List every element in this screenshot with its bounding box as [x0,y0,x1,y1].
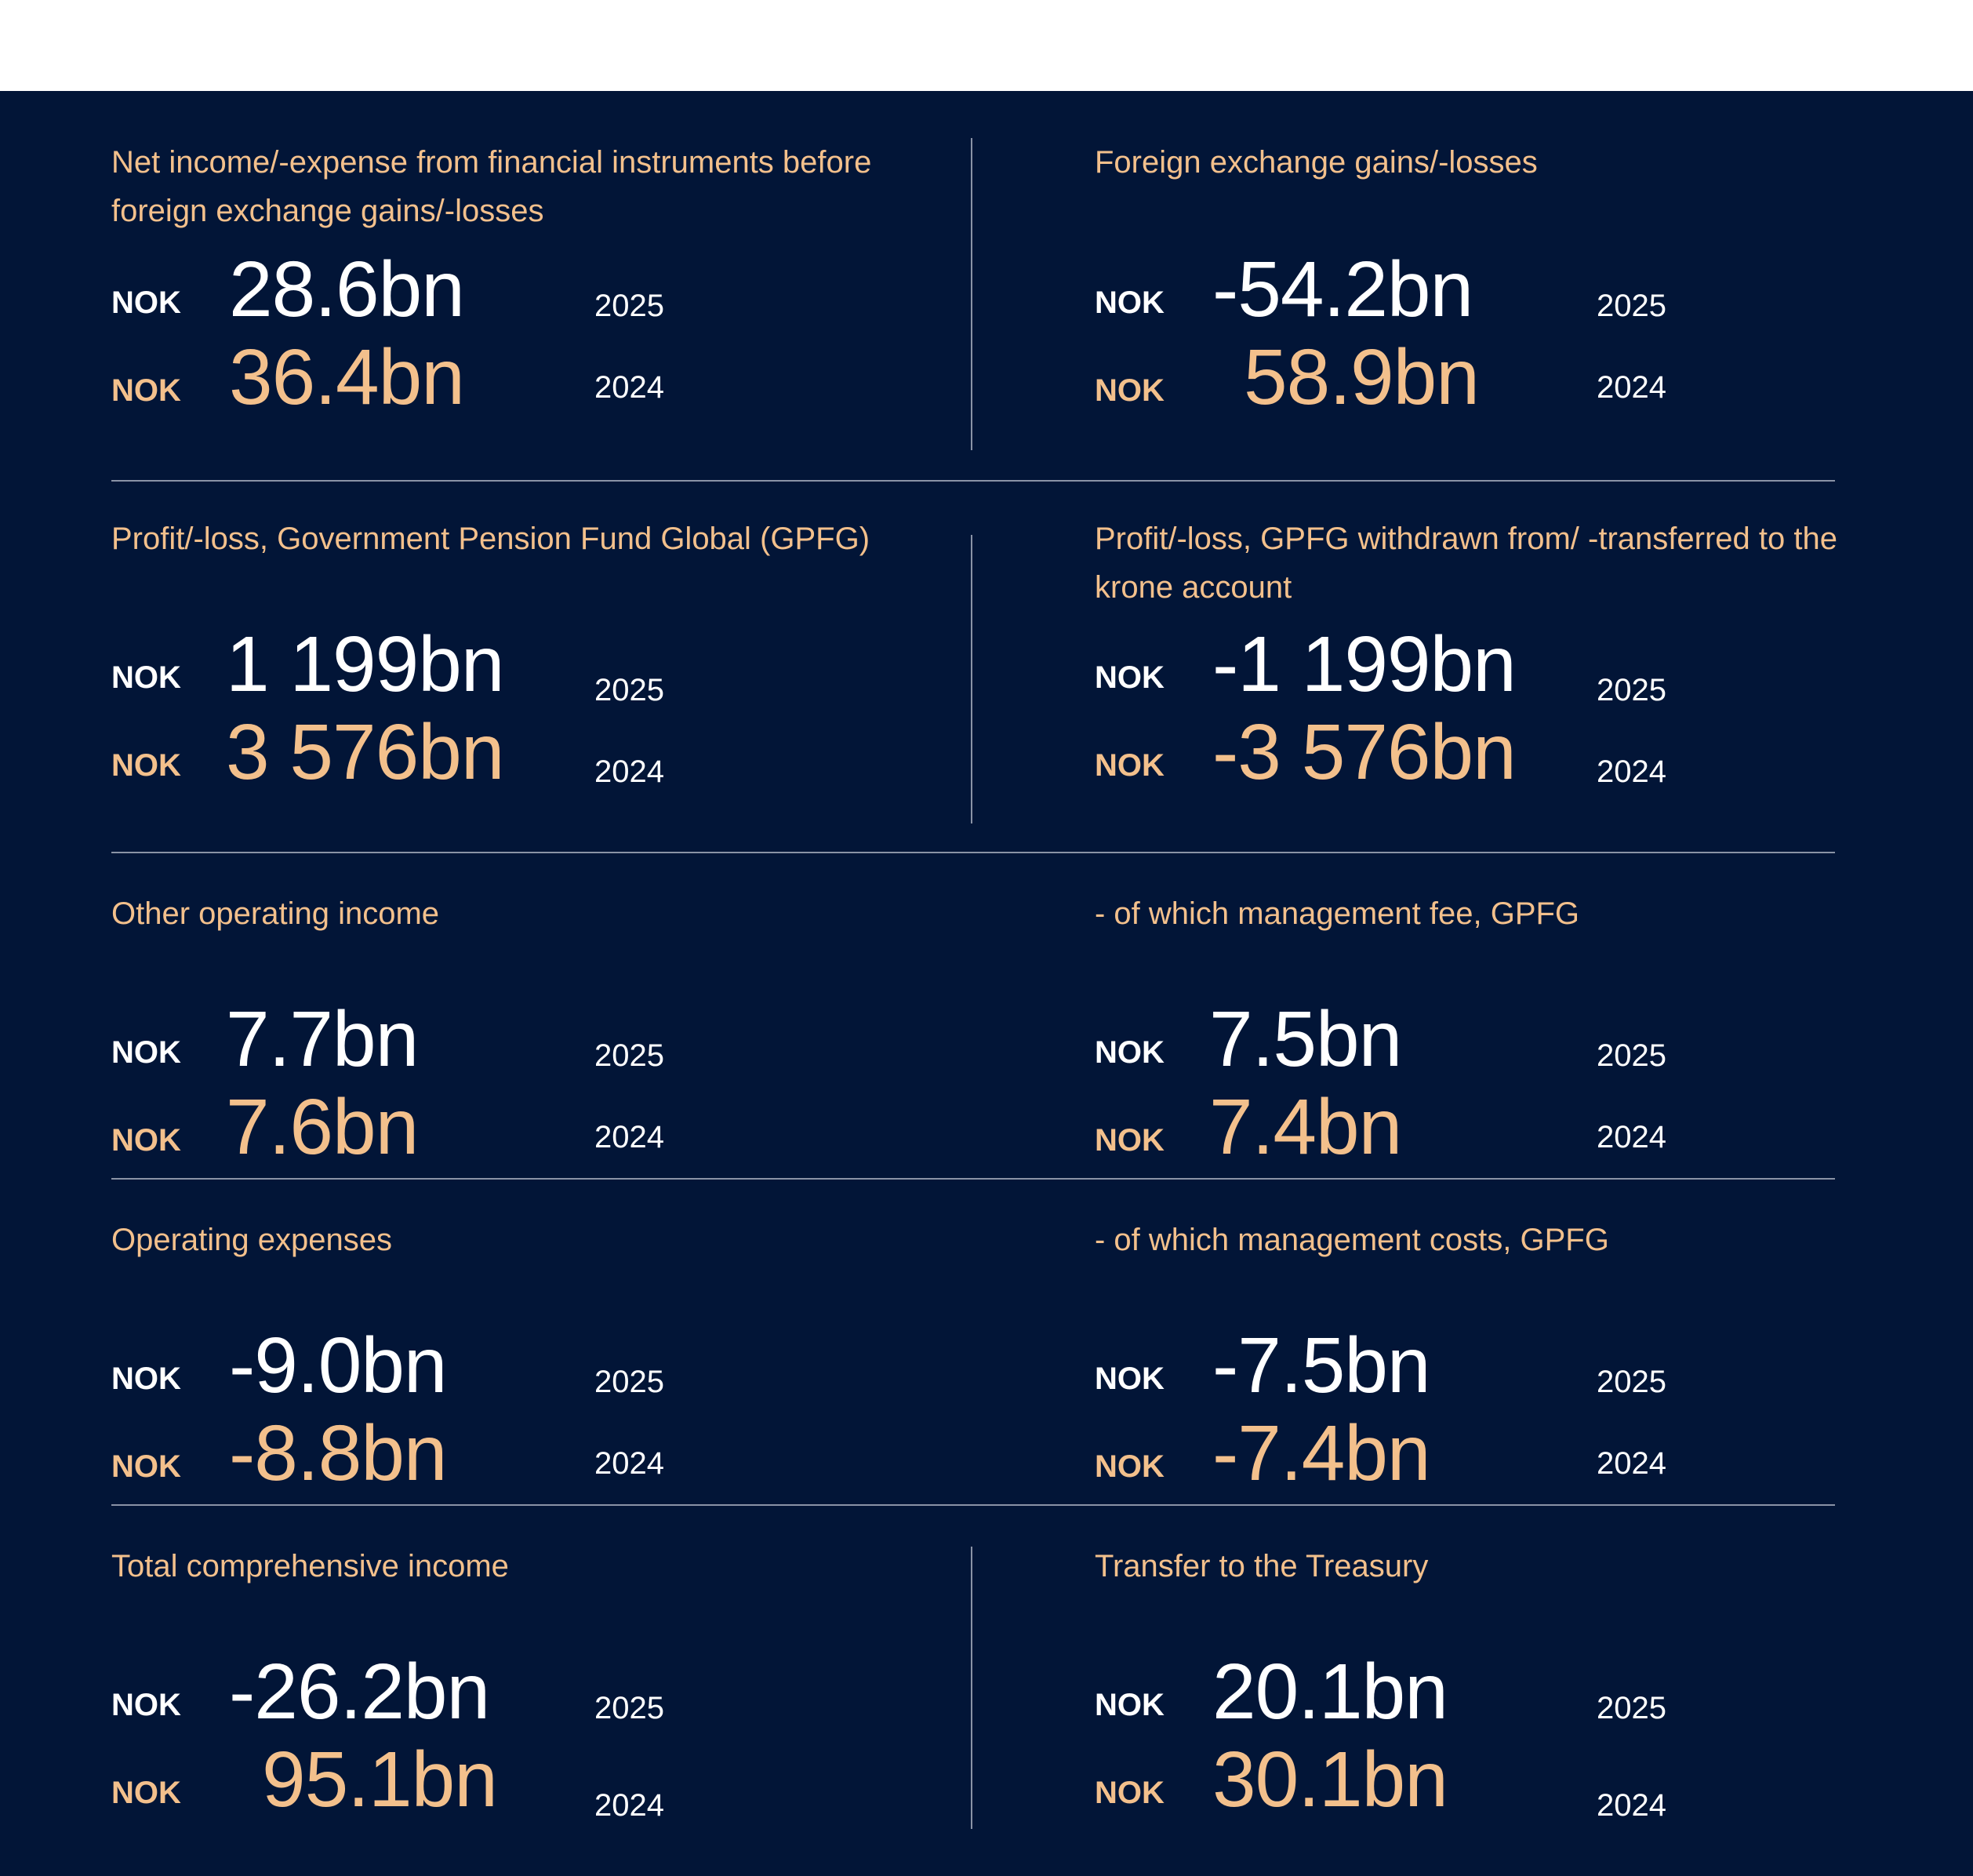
currency-label: NOK [111,748,181,783]
currency-label: NOK [1095,1449,1165,1484]
metric-value-current: -7.5bn [1212,1322,1430,1409]
metric-value-current: -54.2bn [1212,245,1473,333]
metric-label: Profit/-loss, GPFG withdrawn from/ -transferred to the krone account [1095,522,1837,605]
metric-value-current: 28.6bn [229,245,464,333]
metric-value-previous: 95.1bn [262,1736,497,1823]
currency-label: NOK [1095,748,1165,783]
metric-year-previous: 2024 [1597,1120,1666,1154]
metric-value-previous: 36.4bn [229,333,464,421]
currency-label: NOK [111,1035,181,1070]
metric-value-previous: 58.9bn [1244,333,1479,421]
metric-year-previous: 2024 [594,1120,664,1154]
metric-value-previous: -7.4bn [1212,1409,1430,1497]
column-divider [971,535,972,823]
metric-year-previous: 2024 [594,1446,664,1481]
currency-label: NOK [1095,1123,1165,1158]
metric-year-current: 2025 [594,673,664,707]
metric-year-previous: 2024 [1597,370,1666,405]
metric-year-current: 2025 [594,1038,664,1073]
metric-year-current: 2025 [594,289,664,323]
metric-value-previous: 7.4bn [1209,1083,1402,1171]
currency-label: NOK [111,285,181,320]
metric-year-previous: 2024 [594,1788,664,1823]
currency-label: NOK [1095,1776,1165,1810]
metric-label: Operating expenses [111,1223,393,1257]
metric-label: Profit/-loss, Government Pension Fund Global (GPFG) [111,522,870,556]
row-divider [111,1504,1835,1506]
column-divider [971,138,972,450]
metric-value-current: 1 199bn [226,620,504,708]
currency-label: NOK [111,1123,181,1158]
currency-label: NOK [1095,373,1165,408]
currency-label: NOK [111,1688,181,1722]
metric-year-current: 2025 [1597,673,1666,707]
currency-label: NOK [1095,1688,1165,1722]
metric-value-previous: -8.8bn [229,1409,447,1497]
metric-label: - of which management fee, GPFG [1095,896,1580,931]
column-divider [971,1547,972,1829]
metric-label: Foreign exchange gains/-losses [1095,145,1538,180]
metric-year-current: 2025 [1597,1038,1666,1073]
metric-value-current: -1 199bn [1212,620,1516,708]
metric-year-previous: 2024 [1597,1446,1666,1481]
metric-label: Net income/-expense from financial instruments before foreign exchange gains/-losses [111,145,872,228]
metric-label: - of which management costs, GPFG [1095,1223,1609,1257]
metric-value-current: 7.7bn [226,995,419,1083]
currency-label: NOK [1095,1035,1165,1070]
currency-label: NOK [111,660,181,695]
key-figures-panel [0,91,1973,1876]
row-divider [111,852,1835,853]
row-divider [111,480,1835,482]
metric-year-previous: 2024 [594,754,664,789]
metric-year-previous: 2024 [594,370,664,405]
metric-value-current: 20.1bn [1212,1648,1448,1736]
metric-label: Transfer to the Treasury [1095,1549,1429,1583]
metric-value-current: 7.5bn [1209,995,1402,1083]
metric-label: Total comprehensive income [111,1549,509,1583]
currency-label: NOK [1095,1362,1165,1396]
metric-value-previous: -3 576bn [1212,708,1516,796]
metric-year-current: 2025 [1597,1691,1666,1725]
currency-label: NOK [1095,285,1165,320]
metric-value-previous: 7.6bn [226,1083,419,1171]
metric-year-previous: 2024 [1597,754,1666,789]
metric-year-current: 2025 [1597,289,1666,323]
metric-year-previous: 2024 [1597,1788,1666,1823]
metric-year-current: 2025 [594,1691,664,1725]
metric-value-previous: 30.1bn [1212,1736,1448,1823]
currency-label: NOK [111,1776,181,1810]
metric-value-current: -9.0bn [229,1322,447,1409]
currency-label: NOK [111,1362,181,1396]
metric-label: Other operating income [111,896,440,931]
currency-label: NOK [1095,660,1165,695]
currency-label: NOK [111,373,181,408]
currency-label: NOK [111,1449,181,1484]
metric-year-current: 2025 [1597,1365,1666,1399]
metric-year-current: 2025 [594,1365,664,1399]
metric-value-current: -26.2bn [229,1648,490,1736]
row-divider [111,1178,1835,1180]
metric-value-previous: 3 576bn [226,708,504,796]
